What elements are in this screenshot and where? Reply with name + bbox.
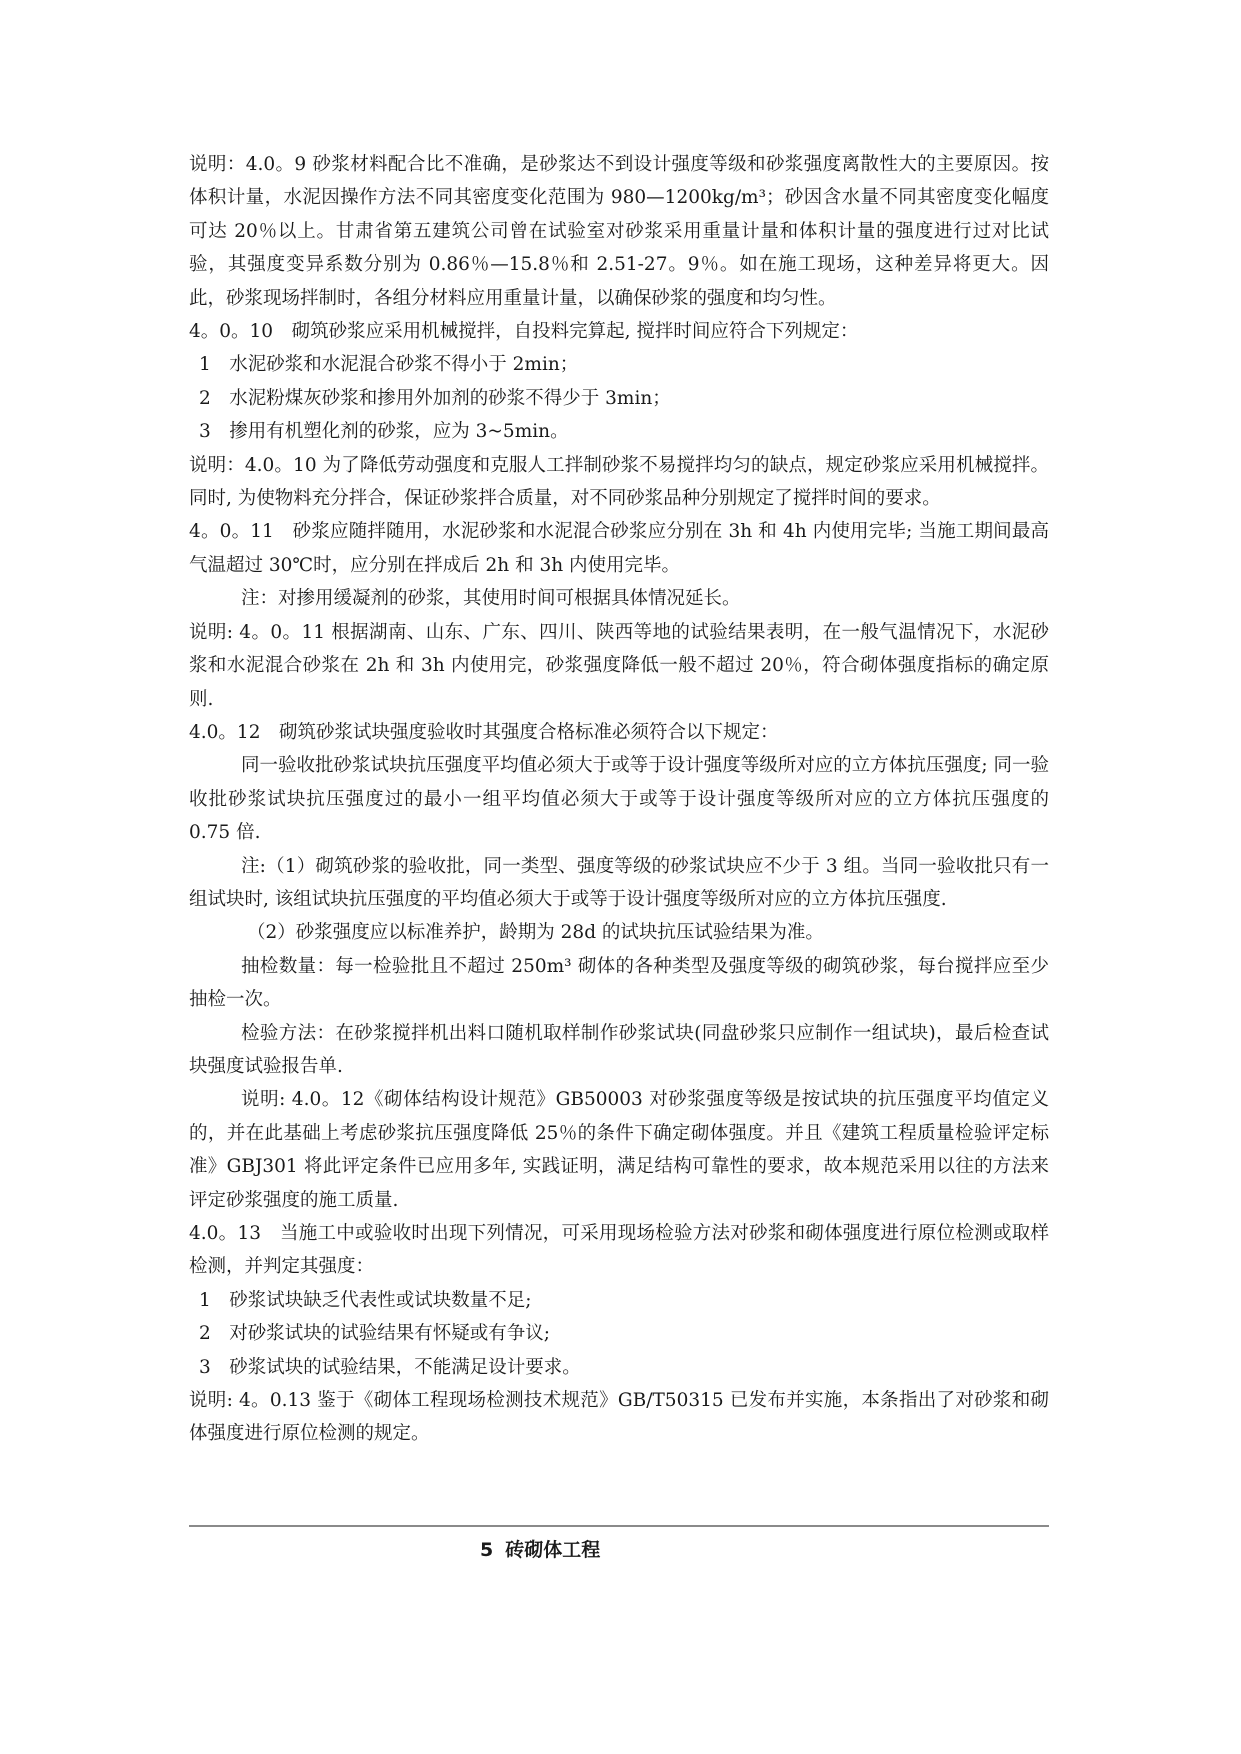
para-clause-4-0-11: 4。0。11 砂浆应随拌随用，水泥砂浆和水泥混合砂浆应分别在 3h 和 4h 内使用完毕; 当施工期间最高气温超过 30℃时，应分别在拌成后 2h 和 3h 内使用完毕。 <box>189 521 1049 576</box>
para-clause-4-0-10: 4。0。10 砌筑砂浆应采用机械搅拌，自投料完算起, 搅拌时间应符合下列规定： <box>189 321 859 343</box>
document-body <box>189 148 1049 1451</box>
list-item-4-0-10-3: 3 掺用有机塑化剂的砂浆，应为 3~5min。 <box>199 421 569 443</box>
list-item-4-0-13-1: 1 砂浆试块缺乏代表性或试块数量不足; <box>199 1289 532 1311</box>
para-sampling-quantity: 抽检数量：每一检验批且不超过 250m³ 砌体的各种类型及强度等级的砌筑砂浆，每台搅拌应至少抽检一次。 <box>189 955 1049 1011</box>
para-note-4-0-9: 说明：4.0。9 砂浆材料配合比不准确，是砂浆达不到设计强度等级和砂浆强度离散性大的主要原因。按体积计量，水泥因操作方法不同其密度变化范围为 980—1200kg/m³；砂因含水量不同其密度变化幅度可达 20％以上。甘肃省第五建筑公司曾在试验室对砂浆采用重量计量和体积计量的强度进行过对比试验，其强度变异系数分别为 0.86％—15.8％和 2.51-27。9％。如在施工现场，这种差异将更大。因此，砂浆现场拌制时，各组分材料应用重量计量，以确保砂浆的强度和均匀性。 <box>189 154 1049 309</box>
chapter-number: 5 <box>480 1539 494 1561</box>
para-clause-4-0-12-body: 同一验收批砂浆试块抗压强度平均值必须大于或等于设计强度等级所对应的立方体抗压强度; 同一验收批砂浆试块抗压强度过的最小一组平均值必须大于或等于设计强度等级所对应的立方体抗压强度的 0.75 倍. <box>189 755 1049 844</box>
para-clause-4-0-13: 4.0。13 当施工中或验收时出现下列情况，可采用现场检验方法对砂浆和砌体强度进行原位检测或取样检测，并判定其强度： <box>189 1223 1049 1278</box>
para-note-4-0-10: 说明：4.0。10 为了降低劳动强度和克服人工拌制砂浆不易搅拌均匀的缺点，规定砂浆应采用机械搅拌。同时, 为使物料充分拌合，保证砂浆拌合质量，对不同砂浆品种分别规定了搅拌时间的要求。 <box>189 454 1049 510</box>
list-item-4-0-10-2: 2 水泥粉煤灰砂浆和掺用外加剂的砂浆不得少于 3min； <box>199 387 671 409</box>
section-divider <box>189 1525 1049 1527</box>
para-note-4-0-11: 说明: 4。0。11 根据湖南、山东、广东、四川、陕西等地的试验结果表明，在一般气温情况下，水泥砂浆和水泥混合砂浆在 2h 和 3h 内使用完，砂浆强度降低一般不超过 20％，符合砌体强度指标的确定原则. <box>189 621 1049 710</box>
para-remark-4-0-12-2: （2）砂浆强度应以标准养护，龄期为 28d 的试块抗压试验结果为准。 <box>247 922 824 944</box>
para-note-4-0-12: 说明: 4.0。12《砌体结构设计规范》GB50003 对砂浆强度等级是按试块的抗压强度平均值定义的，并在此基础上考虑砂浆抗压强度降低 25％的条件下确定砌体强度。并且《建筑工程质量检验评定标准》GBJ301 将此评定条件已应用多年, 实践证明，满足结构可靠性的要求，故本规范采用以往的方法来评定砂浆强度的施工质量. <box>189 1089 1049 1211</box>
list-item-4-0-13-3: 3 砂浆试块的试验结果，不能满足设计要求。 <box>199 1356 581 1378</box>
para-remark-4-0-11: 注：对掺用缓凝剂的砂浆，其使用时间可根据具体情况延长。 <box>241 588 741 610</box>
chapter-heading <box>480 1535 600 1565</box>
para-note-4-0-13: 说明: 4。0.13 鉴于《砌体工程现场检测技术规范》GB/T50315 已发布并实施，本条指出了对砂浆和砌体强度进行原位检测的规定。 <box>189 1390 1049 1445</box>
para-inspection-method: 检验方法：在砂浆搅拌机出料口随机取样制作砂浆试块(同盘砂浆只应制作一组试块)，最后检查试块强度试验报告单. <box>189 1022 1049 1077</box>
para-remark-4-0-12-1: 注:（1）砌筑砂浆的验收批，同一类型、强度等级的砂浆试块应不少于 3 组。当同一验收批只有一组试块时, 该组试块抗压强度的平均值必须大于或等于设计强度等级所对应的立方体抗压强度. <box>189 855 1049 910</box>
chapter-title: 砖砌体工程 <box>505 1539 601 1561</box>
para-clause-4-0-12: 4.0。12 砌筑砂浆试块强度验收时其强度合格标准必须符合以下规定： <box>189 721 779 743</box>
list-item-4-0-13-2: 2 对砂浆试块的试验结果有怀疑或有争议; <box>199 1323 551 1345</box>
list-item-4-0-10-1: 1 水泥砂浆和水泥混合砂浆不得小于 2min； <box>199 354 579 376</box>
